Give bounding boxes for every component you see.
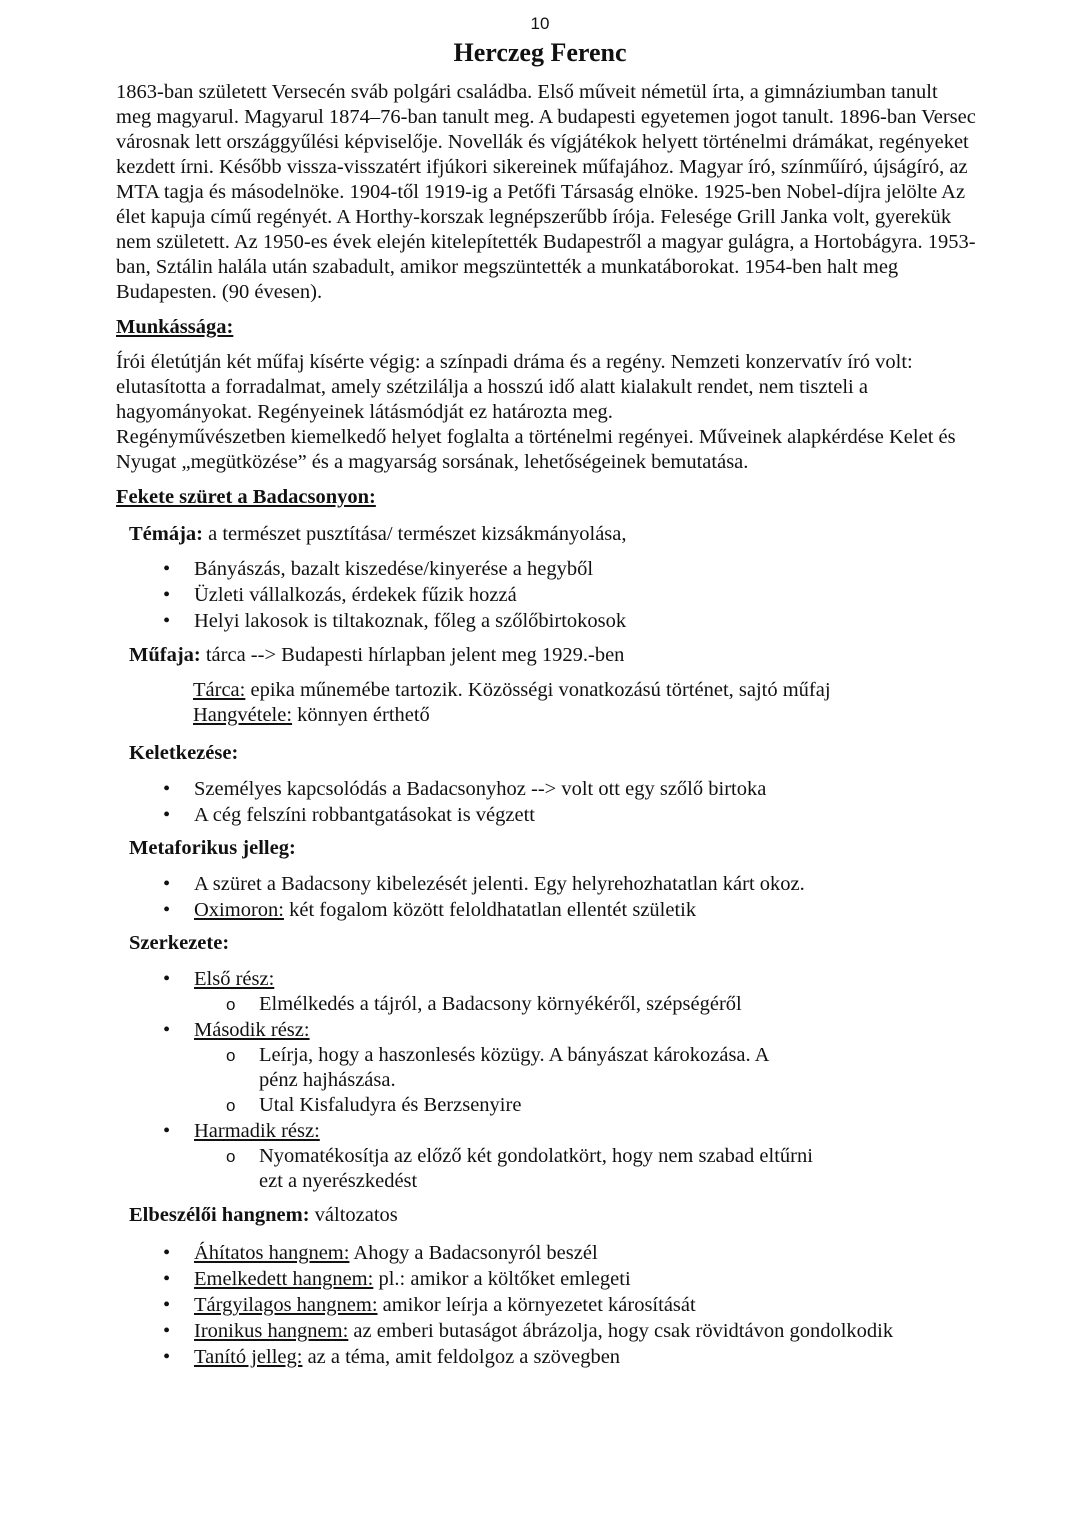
szerkezete-label: Szerkezete:	[129, 932, 230, 954]
sub-list-item: o Elmélkedés a tájról, a Badacsony környékéről, szépségéről	[194, 992, 976, 1017]
list-item	[116, 1240, 976, 1266]
list-item	[116, 1318, 976, 1344]
szerkezete-sublist	[194, 1144, 976, 1194]
fekete-szuret-heading: Fekete szüret a Badacsonyon:	[116, 486, 376, 508]
hangnem-label: Ironikus hangnem:	[194, 1320, 349, 1342]
list-item	[116, 1266, 976, 1292]
page-title: Herczeg Ferenc	[453, 38, 627, 67]
list-item	[116, 1292, 976, 1318]
temaja-list	[116, 556, 976, 634]
oximoron-text: két fogalom között feloldhatatlan ellentét születik	[283, 899, 697, 921]
oximoron-label: Oximoron:	[194, 899, 284, 921]
list-item	[116, 1118, 976, 1194]
hangvetele-line	[193, 703, 976, 728]
hangnem-label: Tárgyilagos hangnem:	[194, 1294, 378, 1316]
munkassaga-heading: Munkássága:	[116, 316, 234, 338]
hangnem-text: amikor leírja a környezetet károsítását	[377, 1294, 696, 1316]
szerkezete-list	[116, 966, 976, 1194]
mufaja-label: Műfaja:	[129, 644, 201, 666]
list-item	[116, 897, 976, 923]
list-item	[116, 1344, 976, 1370]
list-item	[116, 1017, 976, 1118]
munkassaga-paragraph-2: Regényművészetben kiemelkedő helyet foglalta a történelmi regényei. Műveinek alapkérdése Kelet és Nyugat „megütközése” és a magyarság sorsának, lehetőségeinek bemutatása.	[116, 426, 956, 473]
elbeszeloi-label: Elbeszélői hangnem:	[129, 1204, 310, 1226]
mufaja-text: tárca --> Budapesti hírlapban jelent meg 1929.-ben	[200, 644, 625, 666]
metaforikus-label: Metaforikus jelleg:	[129, 837, 296, 859]
hangnem-list	[116, 1240, 976, 1370]
hangvetele-label: Hangvétele:	[193, 704, 293, 726]
sub-list-item: o Utal Kisfaludyra és Berzsenyire	[194, 1093, 976, 1118]
szerkezete-part-label: Második rész:	[194, 1019, 310, 1041]
tarca-label: Tárca:	[193, 679, 246, 701]
temaja-text: a természet pusztítása/ természet kizsákmányolása,	[203, 523, 627, 545]
szerkezete-part-label: Első rész:	[194, 968, 275, 990]
hangvetele-text: könnyen érthető	[292, 704, 430, 726]
tarca-line	[193, 678, 976, 703]
sub-list-item: o Leírja, hogy a haszonlesés közügy. A bányászat károkozása. A pénz hajhászása.	[194, 1043, 976, 1093]
biography-paragraph: 1863-ban született Versecén sváb polgári családba. Első műveit németül írta, a gimnáziumban tanult meg magyarul. Magyarul 1874–76-ban tanult meg. A budapesti egyetemen jogot tanult. 1896-ban Versec városnak lett országgyűlési képviselője. Novellák és vígjátékok helyett történelmi drámákat, regényeket kezdett írni. Később vissza-visszatért ifjúkori sikereinek műfajához. Magyar író, színműíró, újságíró, az MTA tagja és másodelnöke. 1904-től 1919-ig a Petőfi Társaság elnöke. 1925-ben Nobel-díjra jelölte Az élet kapuja című regényét. A Horthy-korszak legnépszerűbb írója. Felesége Grill Janka volt, gyerekük nem született. Az 1950-es évek elején kitelepítették Budapestről a magyar gulágra, a Hortobágyra. 1953-ban, Sztálin halála után szabadult, amikor megszüntették a munkatáborokat. 1954-ben halt meg Budapesten. (90 évesen).	[116, 81, 976, 303]
document-body	[116, 80, 976, 1370]
list-item: • Üzleti vállalkozás, érdekek fűzik hozzá	[116, 582, 976, 608]
page-number: 10	[530, 14, 550, 33]
elbeszeloi-text: változatos	[309, 1204, 398, 1226]
elbeszeloi-line	[129, 1203, 976, 1228]
hangnem-label: Áhítatos hangnem:	[194, 1242, 350, 1264]
munkassaga-paragraph-1: Írói életútján két műfaj kísérte végig: a színpadi dráma és a regény. Nemzeti konzervatív író volt: elutasította a forradalmat, amely szétzilálja a hosszú idő alatt kialakult rendet, nem tiszteli a hagyományokat. Regényeinek látásmódját ez határozta meg.	[116, 351, 913, 423]
mufaja-line	[129, 643, 976, 668]
keletkezese-list	[116, 776, 976, 828]
sub-list-item: o Nyomatékosítja az előző két gondolatkört, hogy nem szabad eltűrni ezt a nyerészkedést	[194, 1144, 976, 1194]
szerkezete-sublist	[194, 992, 976, 1017]
metaforikus-list	[116, 871, 976, 923]
list-item: • Helyi lakosok is tiltakoznak, főleg a szőlőbirtokosok	[116, 608, 976, 634]
list-item	[116, 966, 976, 1017]
keletkezese-label: Keletkezése:	[129, 742, 239, 764]
hangnem-label: Tanító jelleg:	[194, 1346, 303, 1368]
hangnem-text: Ahogy a Badacsonyról beszél	[349, 1242, 598, 1264]
szerkezete-sublist	[194, 1043, 976, 1118]
hangnem-label: Emelkedett hangnem:	[194, 1268, 374, 1290]
list-item: • A szüret a Badacsony kibelezését jelenti. Egy helyrehozhatatlan kárt okoz.	[116, 871, 976, 897]
list-item: • Bányászás, bazalt kiszedése/kinyerése a hegyből	[116, 556, 976, 582]
szerkezete-part-label: Harmadik rész:	[194, 1120, 320, 1142]
hangnem-text: az emberi butaságot ábrázolja, hogy csak rövidtávon gondolkodik	[348, 1320, 894, 1342]
temaja-line	[129, 522, 976, 547]
list-item: • Személyes kapcsolódás a Badacsonyhoz --> volt ott egy szőlő birtoka	[116, 776, 976, 802]
hangnem-text: az a téma, amit feldolgoz a szövegben	[302, 1346, 621, 1368]
tarca-text: epika műnemébe tartozik. Közösségi vonatkozású történet, sajtó műfaj	[245, 679, 831, 701]
hangnem-text: pl.: amikor a költőket emlegeti	[373, 1268, 631, 1290]
list-item: • A cég felszíni robbantgatásokat is végzett	[116, 802, 976, 828]
temaja-label: Témája:	[129, 523, 204, 545]
